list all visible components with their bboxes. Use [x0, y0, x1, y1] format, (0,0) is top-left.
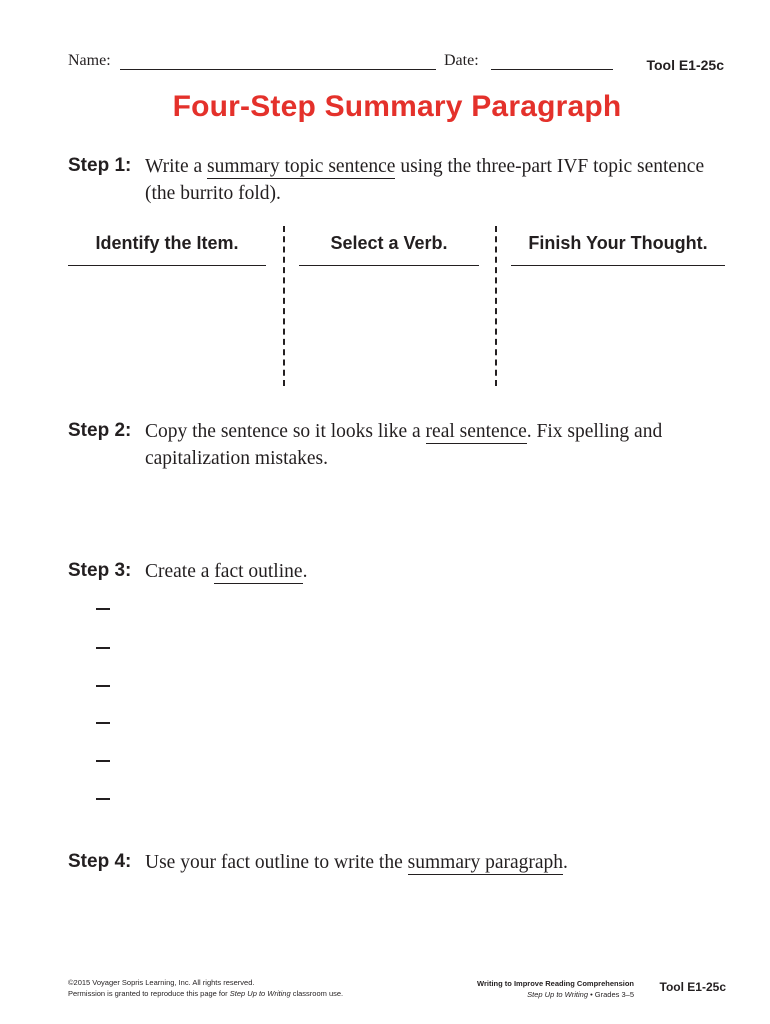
instruction-text: .	[302, 561, 308, 582]
key-term: real sentence	[425, 421, 527, 442]
column-divider	[495, 226, 497, 386]
instruction-text: .	[563, 852, 568, 873]
column-header-verb: Select a Verb.	[330, 233, 448, 253]
column-rule	[511, 265, 725, 266]
permission-part: Permission is granted to reproduce this page for	[68, 989, 230, 998]
name-field[interactable]	[120, 69, 436, 70]
outline-dash	[96, 760, 110, 762]
outline-dash	[96, 685, 110, 687]
instruction-text: Write a	[145, 156, 208, 177]
outline-dash	[96, 608, 110, 610]
column-header-identify: Identify the Item.	[95, 233, 239, 253]
series-title: Step Up to Writing	[527, 990, 588, 999]
step-label: Step 3:	[68, 560, 132, 581]
instruction-text: Create a	[145, 561, 215, 582]
step-label: Step 4:	[68, 851, 132, 872]
name-label: Name:	[68, 52, 111, 69]
key-term: summary paragraph	[407, 852, 564, 873]
step-instruction	[145, 153, 725, 207]
outline-dash	[96, 722, 110, 724]
outline-dash	[96, 798, 110, 800]
footer-tool-id: Tool E1-25c	[659, 980, 726, 994]
key-term: summary topic sentence	[207, 156, 396, 177]
step-instruction	[145, 418, 725, 472]
column-rule	[299, 265, 479, 266]
book-title: Writing to Improve Reading Comprehension	[477, 979, 634, 988]
series-line	[440, 989, 634, 1000]
copyright-text: ©2015 Voyager Sopris Learning, Inc. All rights reserved.	[68, 978, 255, 987]
instruction-text: . Fix spelling and capitalization mistakes.	[145, 421, 663, 469]
column-rule	[68, 265, 266, 266]
grades-text: • Grades 3–5	[588, 990, 634, 999]
permission-title: Step Up to Writing	[229, 989, 291, 998]
column-divider	[283, 226, 285, 386]
date-field[interactable]	[491, 69, 613, 70]
key-term: fact outline	[214, 561, 303, 582]
step-label: Step 1:	[68, 155, 132, 176]
instruction-text: Copy the sentence so it looks like a	[145, 421, 426, 442]
permission-part: classroom use.	[290, 989, 344, 998]
date-label: Date:	[444, 52, 479, 69]
instruction-text: using the three-part IVF topic sentence (the burrito fold).	[145, 156, 705, 204]
page-title: Four-Step Summary Paragraph	[172, 90, 622, 123]
footer-book-info	[440, 978, 634, 1000]
footer-copyright	[68, 977, 343, 999]
permission-text	[68, 988, 343, 999]
step-instruction	[145, 849, 725, 876]
header-row	[68, 52, 724, 74]
step-instruction	[145, 558, 725, 585]
tool-id: Tool E1-25c	[646, 57, 724, 73]
column-header-thought: Finish Your Thought.	[528, 233, 708, 253]
outline-dash	[96, 647, 110, 649]
step-label: Step 2:	[68, 420, 132, 441]
instruction-text: Use your fact outline to write the	[145, 852, 408, 873]
